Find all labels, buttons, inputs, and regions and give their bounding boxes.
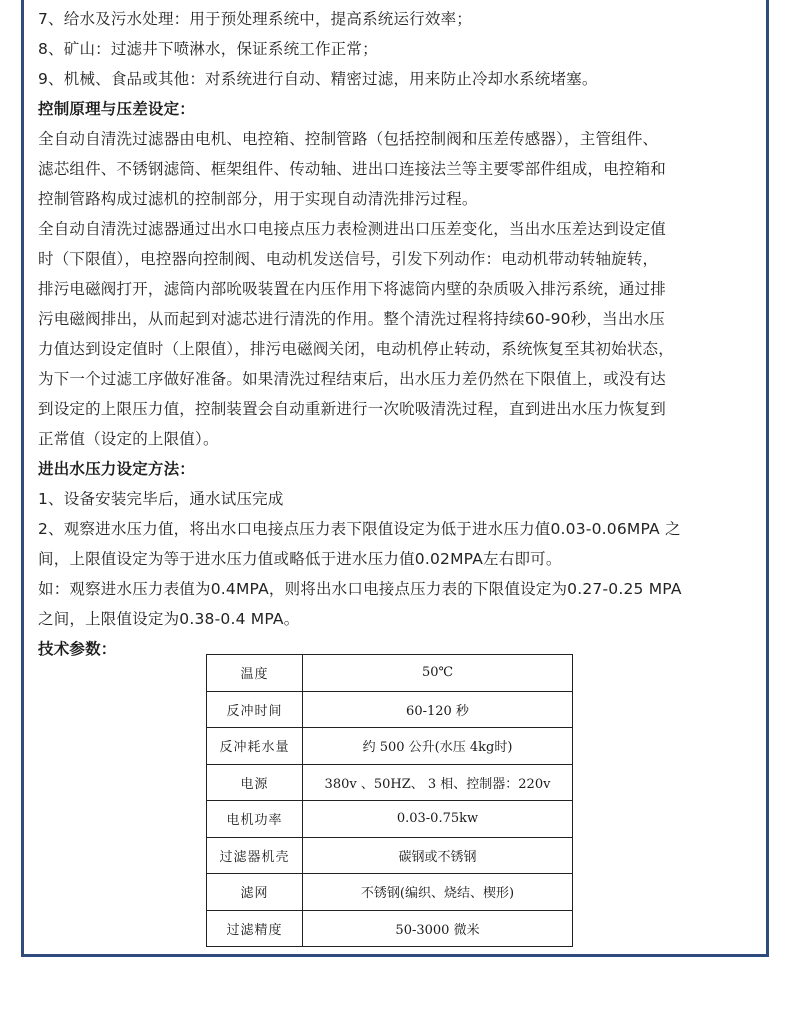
table-row (207, 728, 573, 765)
paragraph-line: 如：观察进水压力表值为0.4MPA，则将出水口电接点压力表的下限值设定为0.27-0.25 MPA (38, 580, 682, 598)
paragraph-line: 时（下限值），电控器向控制阀、电动机发送信号，引发下列动作：电动机带动转轴旋转， (38, 250, 659, 268)
param-name: 反冲耗水量 (207, 728, 303, 765)
param-name: 电源 (207, 764, 303, 801)
param-value: 0.03-0.75kw (303, 801, 573, 838)
param-value: 约 500 公升(水压 4kg时) (303, 728, 573, 765)
technical-parameters-table (206, 654, 573, 947)
paragraph-line: 之间，上限值设定为0.38-0.4 MPA。 (38, 610, 300, 628)
table-row (207, 910, 573, 947)
table-row (207, 691, 573, 728)
paragraph-line: 到设定的上限压力值，控制装置会自动重新进行一次吮吸清洗过程，直到进出水压力恢复到 (38, 400, 667, 418)
paragraph-line: 间，上限值设定为等于进水压力值或略低于进水压力值0.02MPA左右即可。 (38, 550, 562, 568)
section-heading: 进出水压力设定方法： (38, 460, 196, 478)
paragraph-line: 排污电磁阀打开，滤筒内部吮吸装置在内压作用下将滤筒内壁的杂质吸入排污系统，通过排 (38, 280, 667, 298)
section-heading: 技术参数： (38, 640, 117, 658)
document-body (38, 4, 760, 664)
paragraph-line: 为下一个过滤工序做好准备。如果清洗过程结束后，出水压力差仍然在下限值上，或没有达 (38, 370, 667, 388)
table-row (207, 837, 573, 874)
param-name: 过滤精度 (207, 910, 303, 947)
param-name: 温度 (207, 655, 303, 692)
paragraph-line: 全自动自清洗过滤器由电机、电控箱、控制管路（包括控制阀和压差传感器），主管组件、 (38, 130, 659, 148)
paragraph-line: 8、矿山：过滤井下喷淋水，保证系统工作正常； (38, 40, 378, 58)
paragraph-line: 全自动自清洗过滤器通过出水口电接点压力表检测进出口压差变化，当出水压差达到设定值 (38, 220, 667, 238)
paragraph-line: 正常值（设定的上限值）。 (38, 430, 219, 448)
param-name: 反冲时间 (207, 691, 303, 728)
table-row (207, 764, 573, 801)
table-row (207, 655, 573, 692)
paragraph-line: 力值达到设定值时（上限值），排污电磁阀关闭，电动机停止转动，系统恢复至其初始状态， (38, 340, 674, 358)
param-name: 电机功率 (207, 801, 303, 838)
table-row (207, 801, 573, 838)
param-name: 过滤器机壳 (207, 837, 303, 874)
paragraph-line: 控制管路构成过滤机的控制部分，用于实现自动清洗排污过程。 (38, 190, 478, 208)
param-value: 60-120 秒 (303, 691, 573, 728)
param-name: 滤网 (207, 874, 303, 911)
paragraph-line: 污电磁阀排出，从而起到对滤芯进行清洗的作用。整个清洗过程将持续60-90秒，当出水压 (38, 310, 665, 328)
paragraph-line: 9、机械、食品或其他：对系统进行自动、精密过滤，用来防止冷却水系统堵塞。 (38, 70, 598, 88)
paragraph-line: 滤芯组件、不锈钢滤筒、框架组件、传动轴、进出口连接法兰等主要零部件组成，电控箱和 (38, 160, 667, 178)
table-row (207, 874, 573, 911)
param-value: 50℃ (303, 655, 573, 692)
param-value: 380v 、50HZ、 3 相、控制器：220v (303, 764, 573, 801)
paragraph-line: 7、给水及污水处理：用于预处理系统中，提高系统运行效率； (38, 10, 472, 28)
param-value: 不锈钢(编织、烧结、楔形) (303, 874, 573, 911)
param-value: 碳钢或不锈钢 (303, 837, 573, 874)
section-heading: 控制原理与压差设定： (38, 100, 196, 118)
paragraph-line: 1、设备安装完毕后，通水试压完成 (38, 490, 284, 508)
paragraph-line: 2、观察进水压力值，将出水口电接点压力表下限值设定为低于进水压力值0.03-0.06MPA 之 (38, 520, 681, 538)
param-value: 50-3000 微米 (303, 910, 573, 947)
